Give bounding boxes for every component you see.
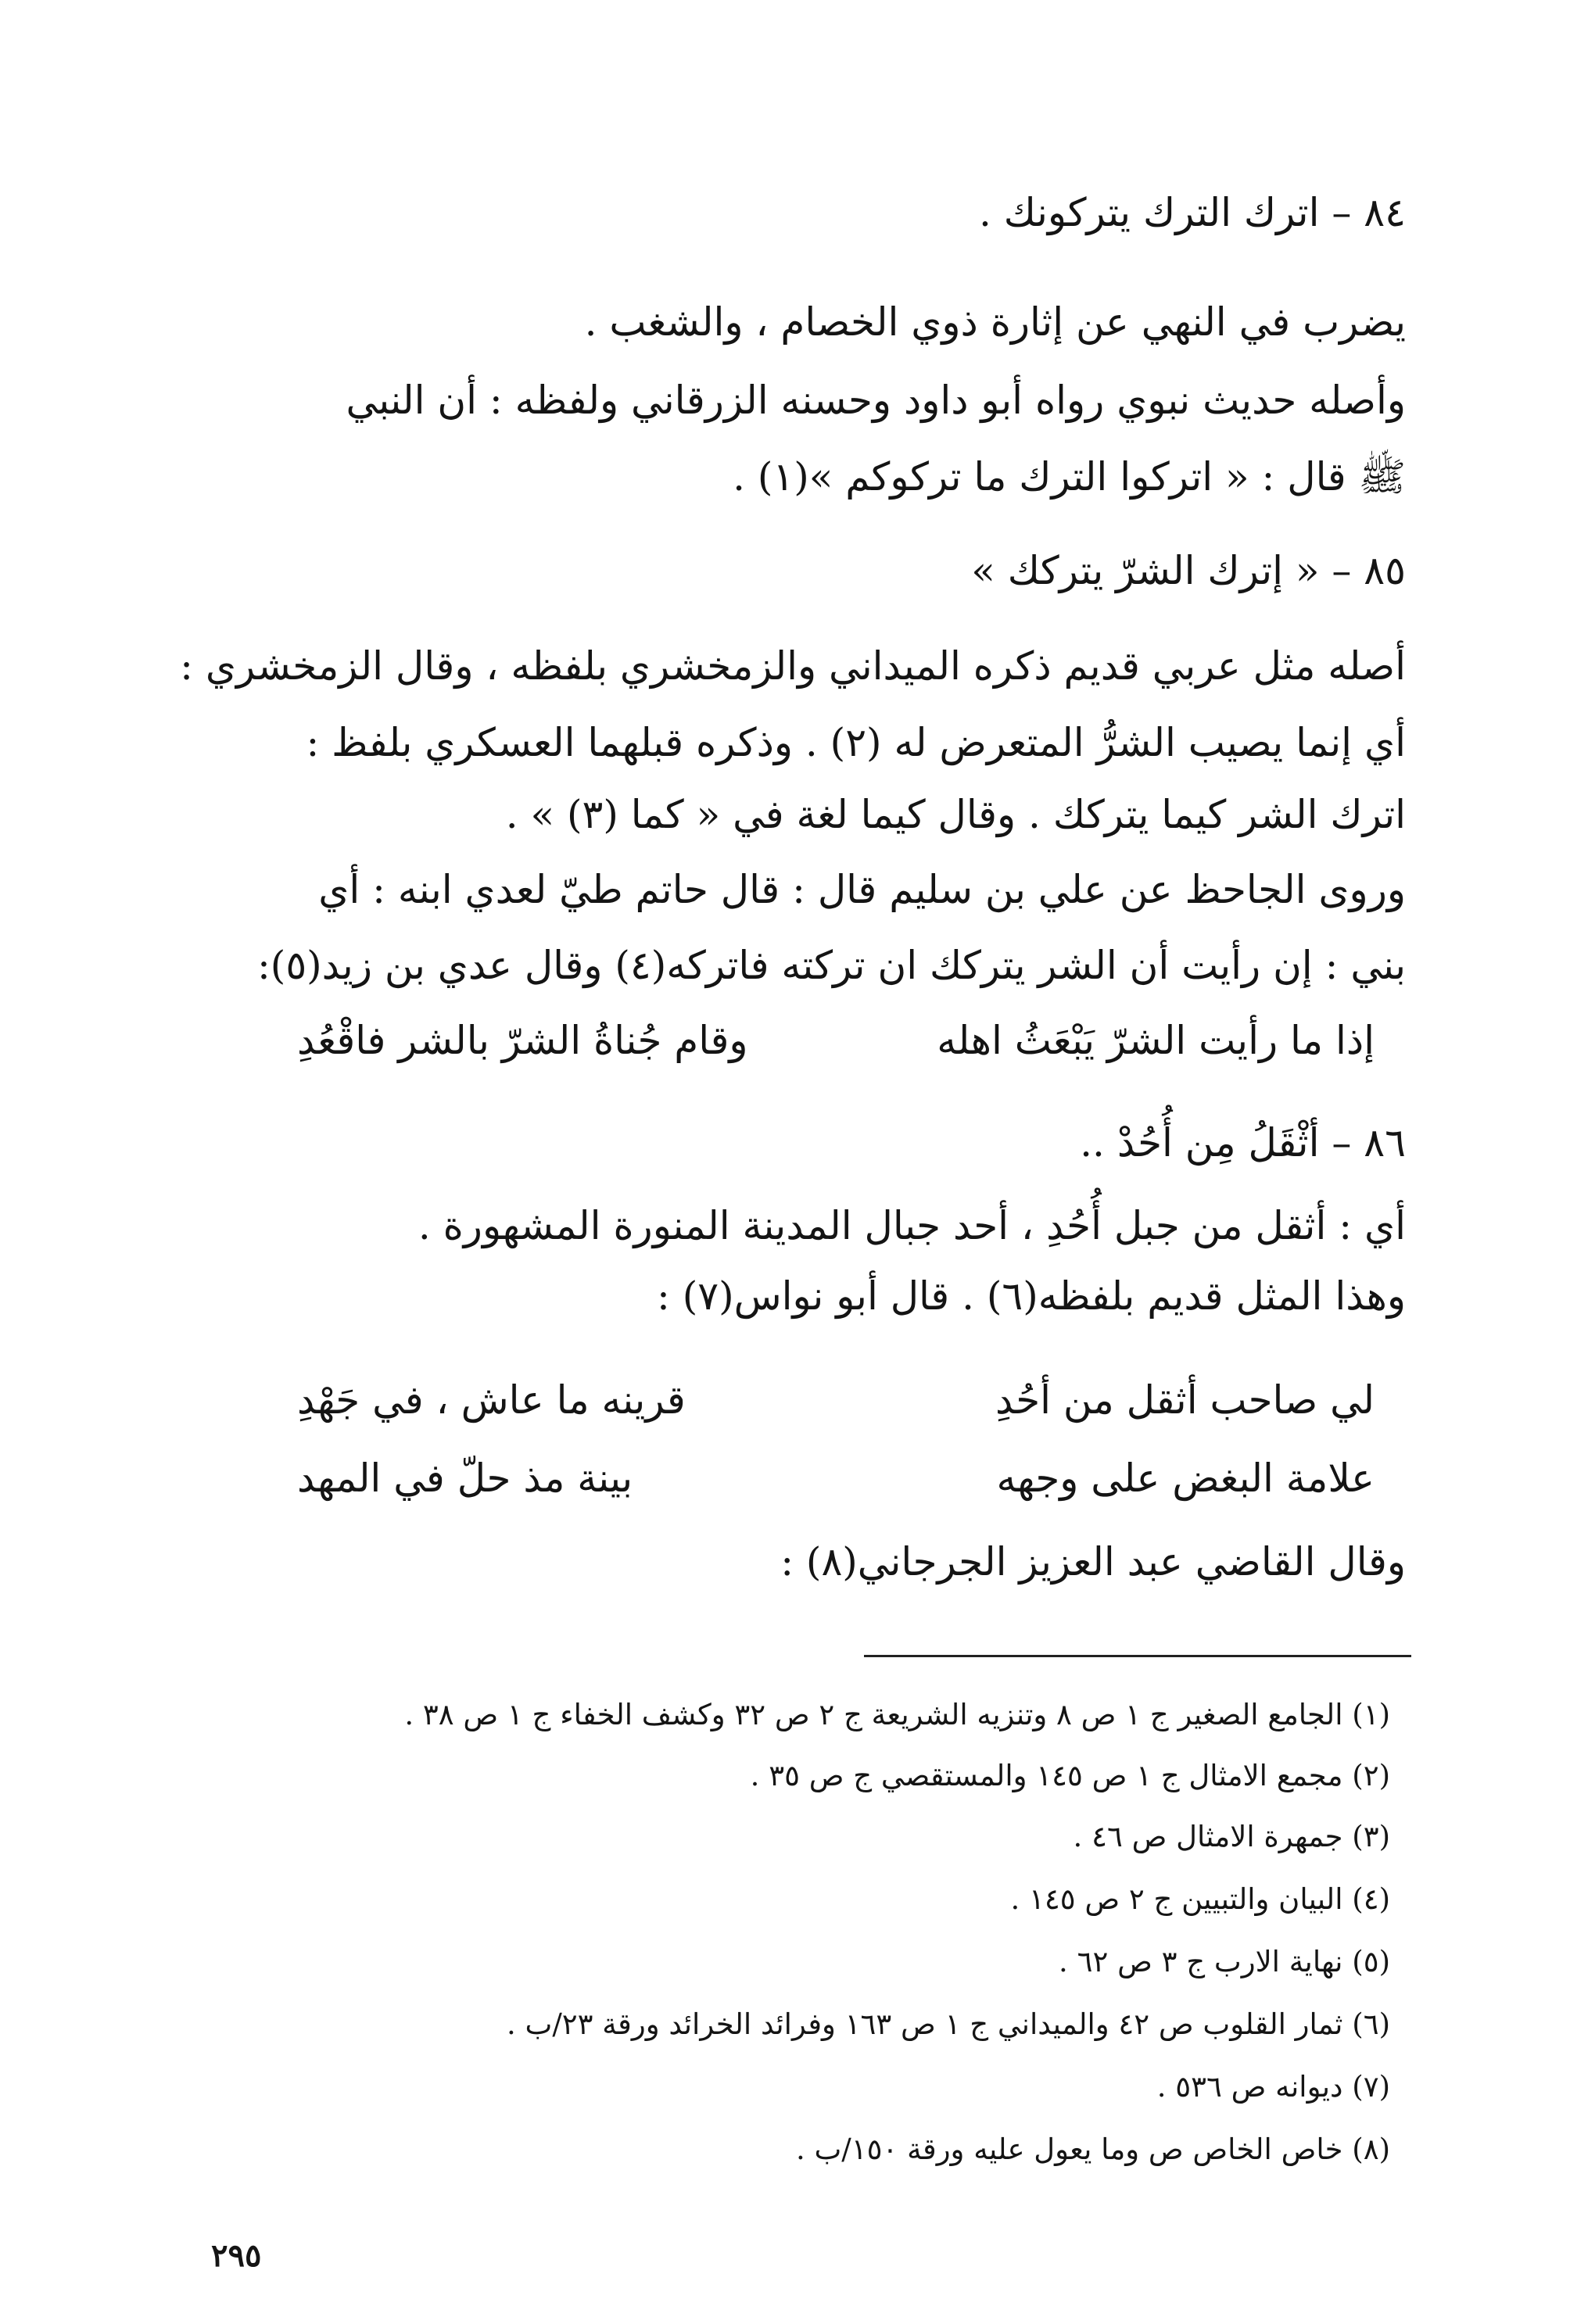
footnote-divider <box>864 1655 1411 1657</box>
verse-first-hemistich: علامة البغض على وجهه <box>996 1456 1375 1501</box>
verse-second-hemistich: قرينه ما عاش ، في جَهْدِ <box>297 1377 686 1423</box>
footnote-5: (٥) نهاية الارب ج ٣ ص ٦٢ . <box>1059 1945 1390 1978</box>
footnote-3: (٣) جمهرة الامثال ص ٤٦ . <box>1073 1820 1390 1853</box>
verse-first-hemistich: لي صاحب أثقل من أحُدِ <box>995 1377 1375 1423</box>
entry-84-line-2: وأصله حديث نبوي رواه أبو داود وحسنه الزرقاني ولفظه : أن النبي <box>346 378 1406 423</box>
verse-first-hemistich: إذا ما رأيت الشرّ يَبْعَثُ اهله <box>937 1018 1375 1063</box>
entry-85-line-1: أصله مثل عربي قديم ذكره الميداني والزمخشري بلفظه ، وقال الزمخشري : <box>180 643 1406 689</box>
entry-84-heading: ٨٤ – اترك الترك يتركونك . <box>979 190 1406 235</box>
footnote-8: (٨) خاص الخاص ص وما يعول عليه ورقة ١٥٠/ب . <box>795 2132 1390 2166</box>
entry-86-closing: وقال القاضي عبد العزيز الجرجاني(٨) : <box>780 1539 1406 1585</box>
entry-85-heading: ٨٥ – « إترك الشرّ يتركك » <box>971 548 1406 593</box>
entry-86-line-2: وهذا المثل قديم بلفظه(٦) . قال أبو نواس(٧) : <box>657 1273 1406 1319</box>
entry-86-verse-1 <box>297 1377 1375 1423</box>
footnote-6: (٦) ثمار القلوب ص ٤٢ والميداني ج ١ ص ١٦٣ وفرائد الخرائد ورقة ٢٣/ب . <box>506 2007 1390 2041</box>
entry-84-line-3: ﷺ قال : « اتركوا الترك ما تركوكم »(١) . <box>733 454 1406 500</box>
footnote-1: (١) الجامع الصغير ج ١ ص ٨ وتنزيه الشريعة ج ٢ ص ٣٢ وكشف الخفاء ج ١ ص ٣٨ . <box>404 1698 1390 1731</box>
page-number: ٢٩٥ <box>211 2237 262 2274</box>
entry-85-line-4: وروى الجاحظ عن علي بن سليم قال : قال حاتم طيّ لعدي ابنه : أي <box>318 867 1406 912</box>
footnote-7: (٧) ديوانه ص ٥٣٦ . <box>1156 2070 1390 2104</box>
footnote-4: (٤) البيان والتبيين ج ٢ ص ١٤٥ . <box>1010 1882 1390 1916</box>
entry-85-line-5: بني : إن رأيت أن الشر يتركك ان تركته فاتركه(٤) وقال عدي بن زيد(٥): <box>256 943 1406 988</box>
footnote-2: (٢) مجمع الامثال ج ١ ص ١٤٥ والمستقصي ج ص ٣٥ . <box>750 1759 1390 1792</box>
entry-86-line-1: أي : أثقل من جبل أُحُدِ ، أحد جبال المدينة المنورة المشهورة . <box>418 1203 1406 1248</box>
entry-86-verse-2 <box>297 1456 1375 1501</box>
entry-85-verse <box>297 1018 1375 1063</box>
entry-85-line-2: أي إنما يصيب الشرُّ المتعرض له (٢) . وذكره قبلهما العسكري بلفظ : <box>306 720 1406 765</box>
verse-second-hemistich: بينة مذ حلّ في المهد <box>297 1456 633 1501</box>
entry-85-line-3: اترك الشر كيما يتركك . وقال كيما لغة في « كما (٣) » . <box>505 792 1406 837</box>
entry-84-line-1: يضرب في النهي عن إثارة ذوي الخصام ، والشغب . <box>584 299 1406 345</box>
entry-86-heading: ٨٦ – أثْقَلُ مِن أُحُدْ .. <box>1080 1120 1406 1166</box>
verse-second-hemistich: وقام جُناةُ الشرّ بالشر فاقْعُدِ <box>297 1018 748 1063</box>
